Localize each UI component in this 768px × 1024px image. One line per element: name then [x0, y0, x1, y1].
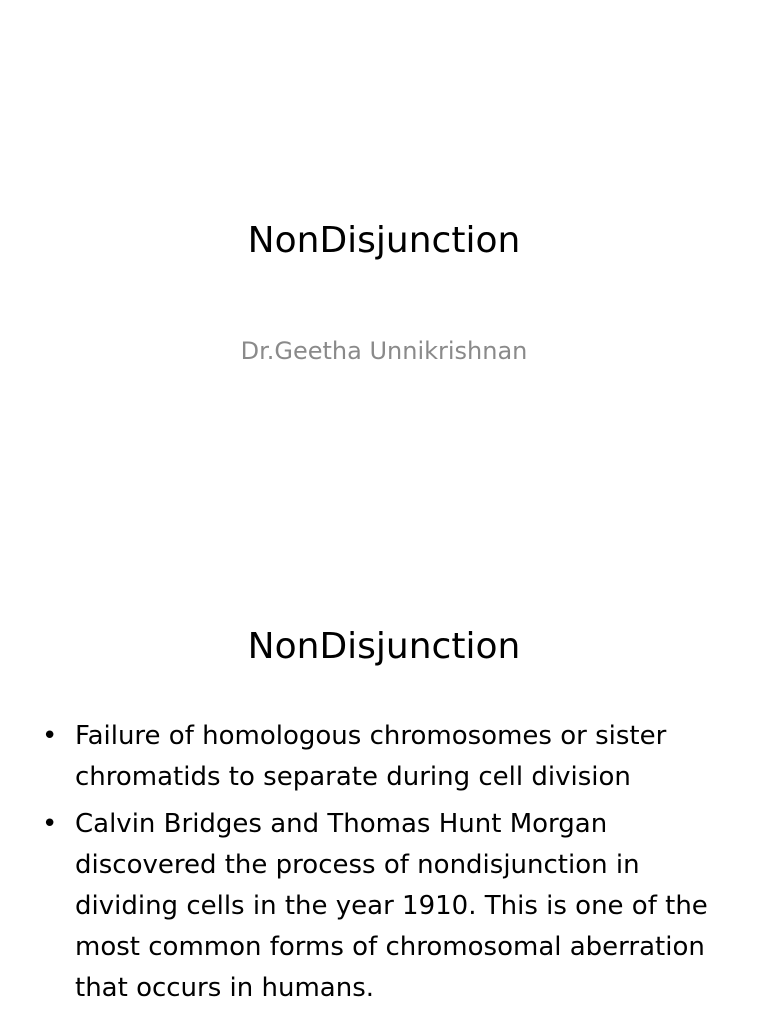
slide-title: NonDisjunction: [247, 626, 521, 667]
bullet-dot-icon: •: [42, 809, 58, 839]
bullet-text: Calvin Bridges and Thomas Hunt Morgan discovered the process of nondisjunction in dividing cells in the year 1910. This is one of the most common forms of chromosomal aberration that occurs in humans.: [75, 809, 708, 1003]
bullet-item: [38, 804, 728, 1009]
bullet-item: [38, 716, 728, 798]
content-slide: [0, 512, 768, 1024]
slide-title: NonDisjunction: [247, 220, 521, 261]
bullet-text: Failure of homologous chromosomes or sister chromatids to separate during cell division: [75, 721, 667, 792]
author-subtitle: Dr.Geetha Unnikrishnan: [240, 337, 528, 365]
bullet-dot-icon: •: [42, 721, 58, 751]
bullet-list: [38, 716, 728, 1015]
